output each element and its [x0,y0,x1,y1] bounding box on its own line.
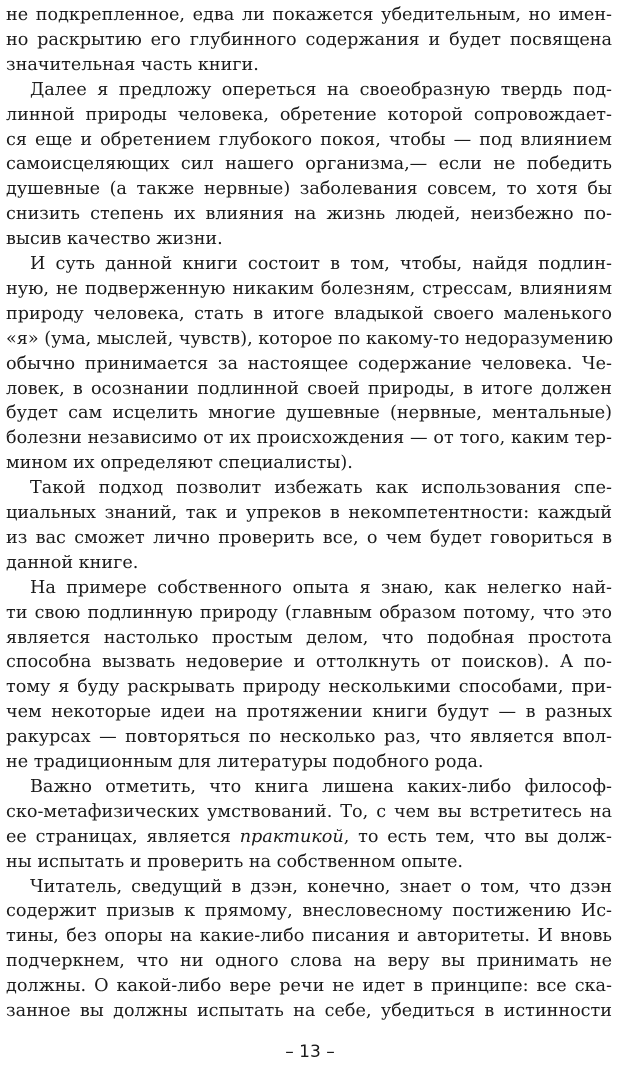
text-line [6,824,612,850]
text-line: циальных знаний, так и упреков в некомпетентности: каждый [6,503,612,523]
text-line: ти свою подлинную природу (главным образом потому, что это [6,602,612,623]
paragraph-first-line: Важно отметить, что книга лишена каких-либо философ- [30,776,612,797]
text-line: тины, без опоры на какие-либо писания и авторитеты. И вновь [6,926,612,947]
page-number: – 13 – [285,1042,335,1062]
text-line: тому я буду раскрывать природу несколькими способами, при- [6,677,612,698]
text-line: но раскрытию его глубинного содержания и будет посвящена [6,29,612,50]
text-line: душевные (а также нервные) заболевания совсем, то хотя бы [6,179,612,200]
text-line: ракурсах — повторяться по несколько раз, что является впол- [6,727,612,748]
text-segment: ее страницах, является [6,826,240,847]
text-line: «я» (ума, мыслей, чувств), которое по какому-то недоразумению [6,328,614,349]
text-line: будет сам исцелить многие душевные (нервные, ментальные) [6,403,612,424]
text-line: ны испытать и проверить на собственном опыте. [6,851,463,872]
text-line: занное вы должны испытать на себе, убедиться в истинности [6,1001,612,1021]
text-line: значительная часть книги. [6,54,259,75]
text-line: из вас сможет лично проверить все, о чем будет говориться в [6,527,612,548]
text-line: чем некоторые идеи на протяжении книги будут — в разных [6,702,612,723]
text-line: природу человека, стать в итоге владыкой своего маленького [6,303,612,324]
text-line: ловек, в осознании подлинной своей природы, в итоге должен [6,378,612,399]
text-line: мином их определяют специалисты). [6,453,353,474]
text-line: не подкрепленное, едва ли покажется убедительным, но имен- [6,5,612,25]
paragraph-first-line: И суть данной книги состоит в том, чтобы, найдя подлин- [30,254,612,274]
text-line: линной природы человека, обретение которой сопровождает- [6,104,612,125]
text-line: высив качество жизни. [6,229,223,250]
paragraph-first-line: Далее я предложу опереться на своеобразную твердь под- [30,79,612,100]
text-line: должны. О какой-либо вере речи не идет в принципе: все ска- [6,976,612,997]
text-line: самоисцеляющих сил нашего организма,— если не победить [6,154,612,175]
text-line: ную, не подверженную никаким болезням, стрессам, влияниям [6,278,612,299]
text-line: болезни независимо от их происхождения — от того, каким тер- [6,428,612,449]
text-line: способна вызвать недоверие и оттолкнуть от поисков). А по- [6,652,612,673]
text-line: подчеркнем, что ни одного слова на веру вы принимать не [6,951,612,972]
text-line: не традиционным для литературы подобного рода. [6,752,484,772]
text-line: ско-метафизических умствований. То, с чем вы встретитесь на [6,801,612,822]
text-line: обычно принимается за настоящее содержание человека. Че- [6,353,612,374]
paragraph-first-line: Читатель, сведущий в дзэн, конечно, знает о том, что дзэн [30,876,612,897]
text-line: содержит призыв к прямому, внесловесному постижению Ис- [6,901,612,922]
text-line: снизить степень их влияния на жизнь людей, неизбежно по- [6,204,612,225]
text-line: ся еще и обретением глубокого покоя, чтобы — под влиянием [6,129,612,150]
paragraph-first-line: Такой подход позволит избежать как использования спе- [30,478,612,499]
emphasized-word: практикой [239,826,344,847]
text-segment: , то есть тем, что вы долж- [343,826,612,847]
text-line: является настолько простым делом, что подобная простота [6,627,612,648]
text-line: данной книге. [6,552,139,573]
paragraph-first-line: На примере собственного опыта я знаю, как нелегко най- [30,577,612,598]
